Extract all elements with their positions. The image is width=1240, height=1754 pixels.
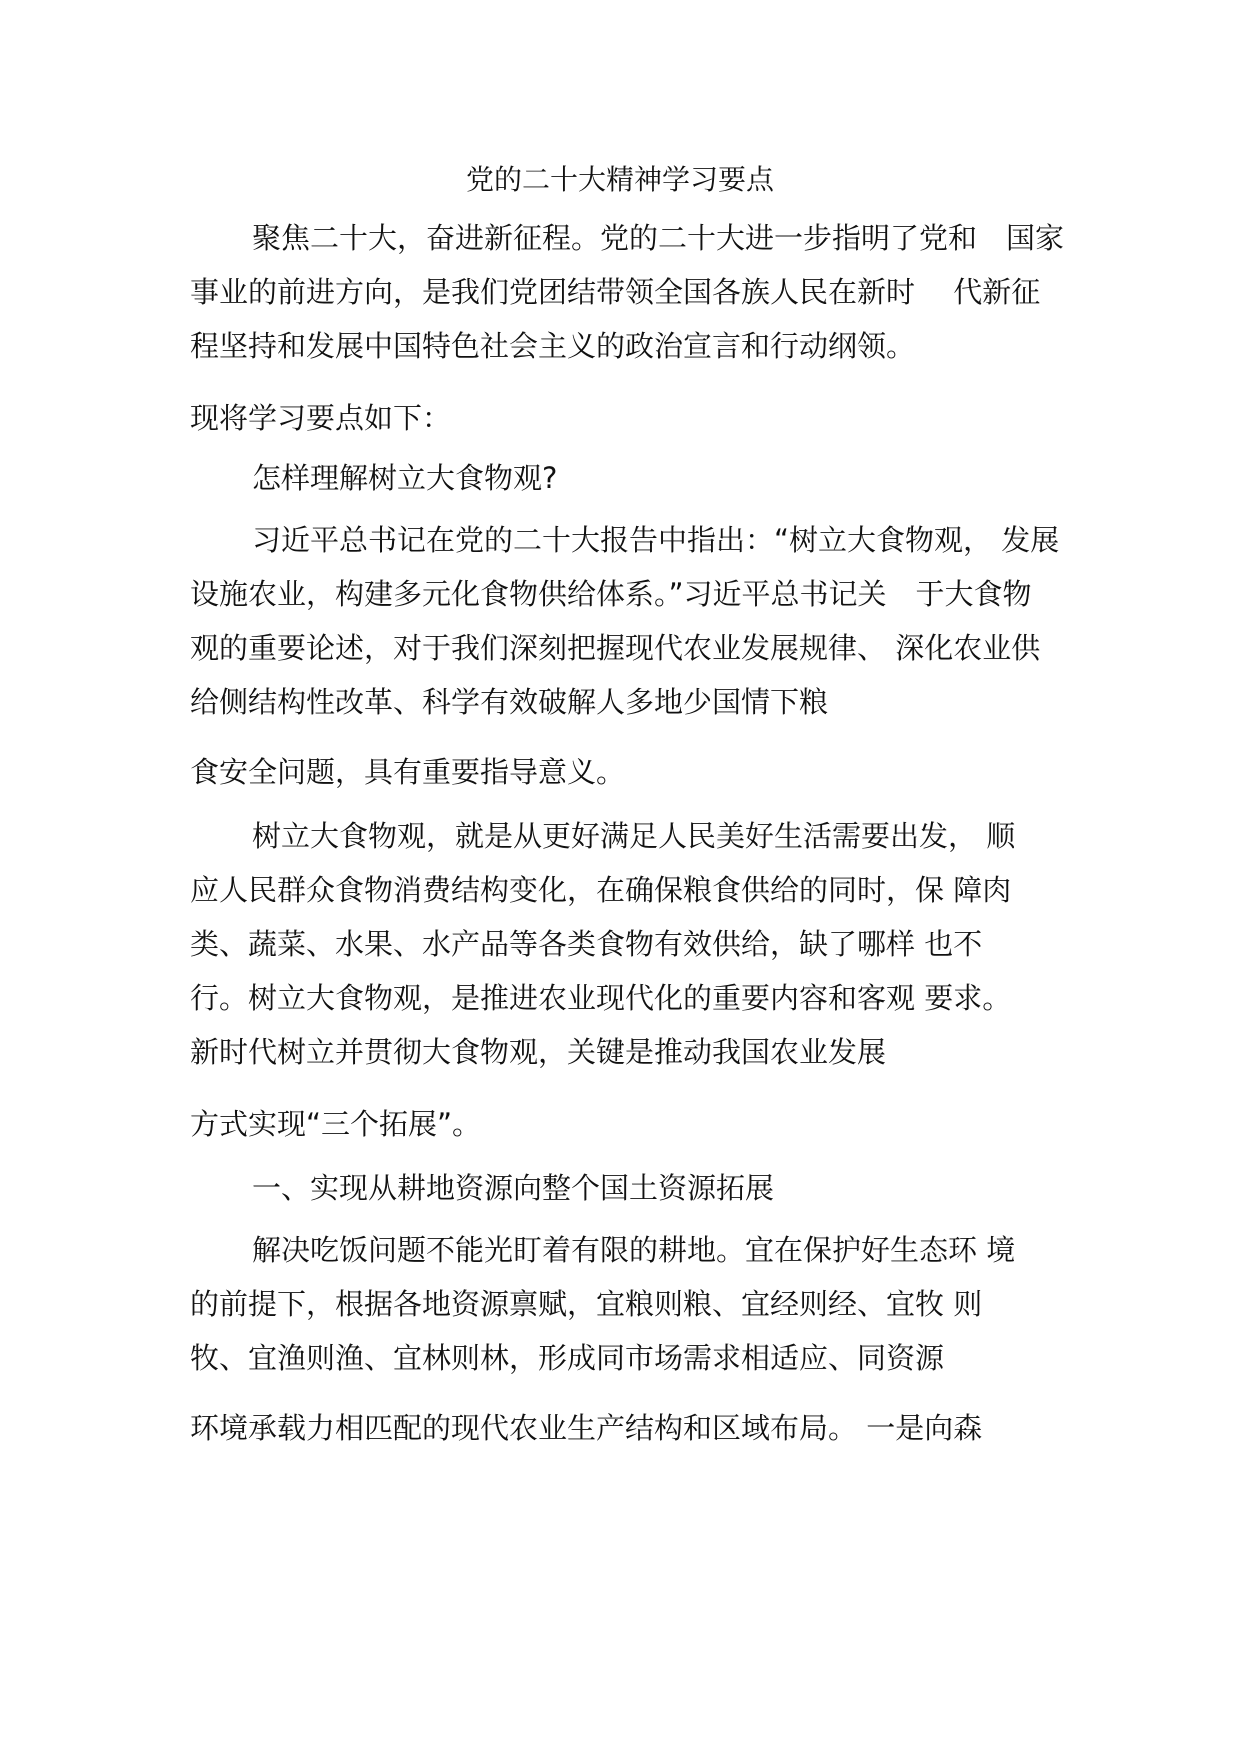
text-line: 观的重要论述，对于我们深刻把握现代农业发展规律、 深化农业供 xyxy=(190,631,1041,665)
text-line: 解决吃饭问题不能光盯着有限的耕地。宜在保护好生态环 境 xyxy=(252,1233,1016,1267)
text-line: 食安全问题，具有重要指导意义。 xyxy=(190,755,626,789)
text-line: 现将学习要点如下： xyxy=(190,401,452,435)
text-line: 方式实现“三个拓展”。 xyxy=(190,1107,482,1141)
text-line: 事业的前进方向，是我们党团结带领全国各族人民在新时 代新征 xyxy=(190,275,1041,309)
text-line: 的前提下，根据各地资源禀赋，宜粮则粮、宜经则经、宜牧 则 xyxy=(190,1287,983,1321)
text-line: 设施农业，构建多元化食物供给体系。”习近平总书记关 于大食物 xyxy=(190,577,1032,611)
text-line: 聚焦二十大，奋进新征程。党的二十大进一步指明了党和 国家 xyxy=(252,221,1065,255)
text-line: 行。树立大食物观，是推进农业现代化的重要内容和客观 要求。 xyxy=(190,981,1012,1015)
text-line: 习近平总书记在党的二十大报告中指出：“树立大食物观， 发展 xyxy=(252,523,1060,557)
text-line: 类、蔬菜、水果、水产品等各类食物有效供给，缺了哪样 也不 xyxy=(190,927,983,961)
text-line: 牧、宜渔则渔、宜林则林，形成同市场需求相适应、同资源 xyxy=(190,1341,945,1375)
text-line: 树立大食物观，就是从更好满足人民美好生活需要出发， 顺 xyxy=(252,819,1016,853)
text-line: 环境承载力相匹配的现代农业生产结构和区域布局。 一是向森 xyxy=(190,1411,983,1445)
text-line: 新时代树立并贯彻大食物观，关键是推动我国农业发展 xyxy=(190,1035,887,1069)
text-line: 应人民群众食物消费结构变化，在确保粮食供给的同时，保 障肉 xyxy=(190,873,1012,907)
text-line: 程坚持和发展中国特色社会主义的政治宣言和行动纲领。 xyxy=(190,329,916,363)
document-title: 党的二十大精神学习要点 xyxy=(465,163,774,196)
text-line: 给侧结构性改革、科学有效破解人多地少国情下粮 xyxy=(190,685,829,719)
section-heading: 怎样理解树立大食物观? xyxy=(252,461,558,495)
section-heading: 一、实现从耕地资源向整个国土资源拓展 xyxy=(252,1171,775,1205)
